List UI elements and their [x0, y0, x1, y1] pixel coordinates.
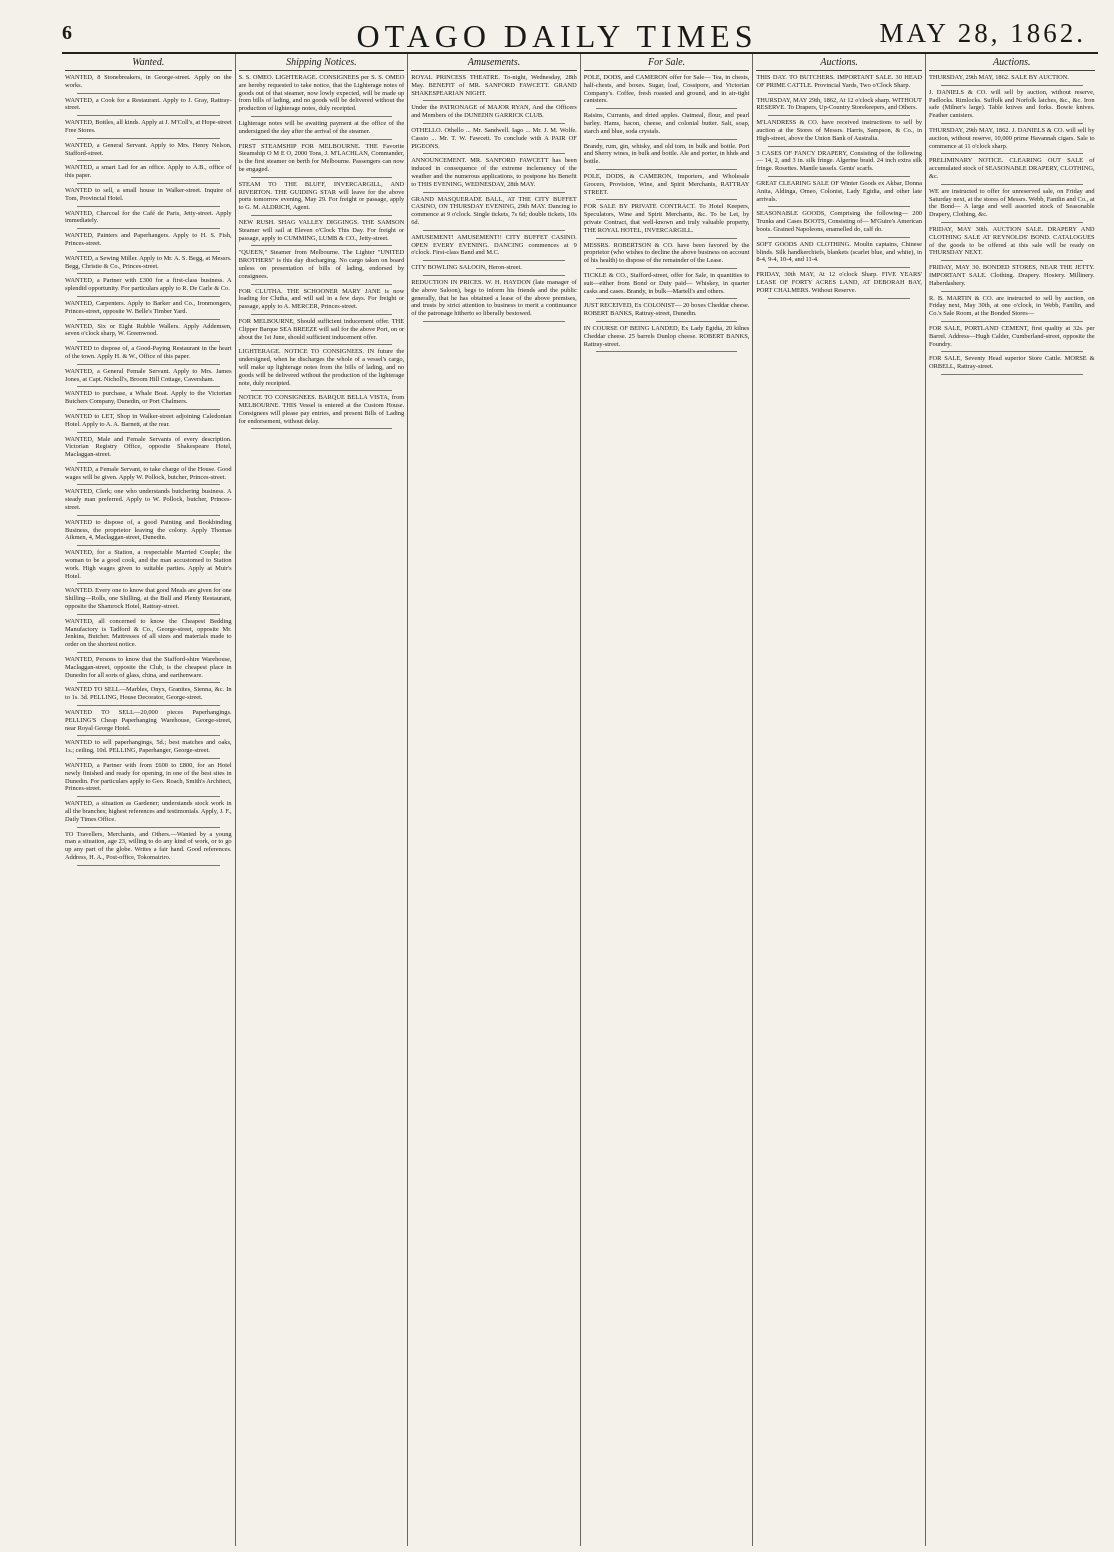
divider: [941, 153, 1083, 154]
divider: [768, 206, 910, 207]
advertisement: WANTED to sell paperhangings, 5d.; best matches and oaks, 1s.; ceiling, 10d. PELLING, Paperhanger, George-street.: [65, 739, 232, 755]
advertisement: WANTED, a Partner with £300 for a first-class business. A splendid opportunity. For particulars apply to R. De Carle & Co.: [65, 277, 232, 293]
divider: [77, 865, 220, 866]
advertisement: 3 CASES OF FANCY DRAPERY, Consisting of the following— 14, 2, and 3 in. silk fringe. Algerine braid. 24 inch extra silk fringe. Rosettes. Mantle tassels. Gents' scarfs.: [756, 149, 922, 173]
advertisement: GRAND MASQUERADE BALL, AT THE CITY BUFFET CASINO, ON THURSDAY EVENING, 29th MAY. Dancing to commence at 9 o'clock. Single tickets, 7s 6d; double tickets, 10s 6d.: [411, 195, 577, 226]
divider: [596, 298, 738, 299]
divider: [423, 230, 565, 231]
advertisement: WANTED to dispose of, a Good-Paying Restaurant in the heart of the town. Apply H. & W., Office of this paper.: [65, 345, 232, 360]
divider: [768, 267, 910, 268]
advertisement: WANTED, Carpenters. Apply to Barker and Co., Ironmongers, Princes-street, opposite W. Belle's Timber Yard.: [65, 299, 232, 315]
divider: [251, 284, 393, 285]
divider: [77, 319, 220, 320]
advertisement: NEW RUSH. SHAG VALLEY DIGGINGS. THE SAMSON Steamer will sail at Eleven o'Clock This Day. For freight or passage, apply to CUMMING, LUMB & CO., Jetty-street.: [238, 218, 405, 242]
advertisement: FOR SALE BY PRIVATE CONTRACT. To Hotel Keepers, Speculators, Wine and Spirit Merchants, &c. To be Let, by private Contract, that well-known and truly valuable property, THE ROYAL HOTEL, INVERCARGILL.: [583, 203, 750, 234]
advertisement: FOR CLUTHA. THE SCHOONER MARY JANE is now loading for Clutha, and will sail in a few days. For freight or passage, apply to A. MERCER, Princes-street.: [238, 287, 405, 311]
advertisement: WANTED. Every one to know that good Meals are given for one Shilling—Rolls, one Shilling, at the Bull and Plenty Restaurant, opposite the Shamrock Hotel, Rattray-street.: [65, 587, 232, 611]
divider: [941, 291, 1083, 292]
divider: [77, 115, 220, 116]
advertisement: THURSDAY, 29th MAY, 1862. J. DANIELS & CO. will sell by auction, without reserve, 10,000 prime Havannah cigars. Sale to commence at 11 o'clock sharp.: [928, 126, 1095, 150]
divider: [77, 296, 220, 297]
divider: [423, 321, 565, 322]
advertisement: WANTED to sell, a small house in Walker-street. Inquire of Tom, Provincial Hotel.: [65, 186, 232, 202]
divider: [941, 351, 1083, 352]
masthead: [0, 0, 1114, 54]
divider: [423, 260, 565, 261]
advertisement: IN COURSE OF BEING LANDED, Ex Lady Egidia, 20 kilnes Cheddar cheese. 25 barrels Dunlop cheese. ROBERT BANKS, Rattray-street.: [583, 324, 750, 348]
advertisement: WANTED, Persons to know that the Stafford-shire Warehouse, Maclaggan-street, opposite the Club, is the cheapest place in Dunedin for all sorts of glass, china, and earthenware.: [65, 656, 232, 679]
advertisement: FIRST STEAMSHIP FOR MELBOURNE. THE Favorite Steamship O M E O, 2000 Tons, J. M'LACHLAN, Commander, is the first steamer on berth for Melbourne. Passengers can now be engaged.: [238, 142, 405, 173]
advertisement: FOR SALE, PORTLAND CEMENT, first quality at 32s. per Barrel. Address—Hugh Calder, Cumberland-street, opposite the Foundry.: [928, 324, 1095, 348]
advertisement: WANTED, Six or Eight Rubble Wallers. Apply Addemsen, seven o'clock sharp, W. Greenwood.: [65, 322, 232, 338]
advertisement: TO Travellers, Merchants, and Others.—Wanted by a young man a situation, age 23, willing to do any kind of work, or to go up any part of the globe. Writes a fair hand. Good references. Address, H. A., Post-office, Tokomairiro.: [65, 830, 232, 861]
advertisement: WANTED, Charcoal for the Café de Paris, Jetty-street. Apply immediately.: [65, 209, 232, 225]
advertisement: WANTED, Male and Female Servants of every description. Victorian Registry Office, opposite Shakespeare Hotel, Maclaggan-street.: [65, 435, 232, 459]
advertisement: J. DANIELS & CO. will sell by auction, without reserve, Padlocks. Rimlocks. Suffolk and Norfolk latches, &c., &c. Iron safe (Milner's large). Table knives and forks. Bowie knives. Feather canisters.: [928, 88, 1095, 120]
advertisement: S. S. OMEO. LIGHTERAGE. CONSIGNEES per S. S. OMEO are hereby requested to take notice, that the Lighterage notes of goods out of that steamer, now lowly expected, will be made up from bills of lading, and no goods will be delivered without the production of lighterage notes, duly receipted.: [238, 74, 405, 113]
divider: [251, 215, 393, 216]
advertisement: REDUCTION IN PRICES. W. H. HAYDON (late manager of the above Saloon), begs to inform his friends and the public generally, that he has obtained a lease of the above premises, and trusts by strict attention to business to merit a continuance of the patronage hitherto so liberally bestowed.: [411, 278, 577, 318]
divider: [941, 321, 1083, 322]
divider: [251, 139, 393, 140]
divider: [596, 351, 738, 352]
divider: [251, 390, 393, 391]
advertisement: WANTED, 8 Stonebreakers, in George-street. Apply on the works.: [65, 74, 232, 89]
divider: [423, 100, 565, 101]
advertisement: WANTED TO SELL—20,000 pieces Paperhangings. PELLING'S Cheap Paperhanging Warehouse, George-street, near Royal George Hotel.: [65, 709, 232, 732]
columns-container: [62, 52, 1098, 1546]
advertisement: Lighterage notes will be awaiting payment at the office of the undersigned the day after the arrival of the steamer.: [238, 119, 405, 135]
divider: [768, 237, 910, 238]
divider: [77, 160, 220, 161]
advertisement: "QUEEN," Steamer from Melbourne. The Lighter "UNITED BROTHERS" is this day discharging. No cargo taken on board unless on presentation of bills of lading, endorsed by consignees.: [238, 249, 405, 280]
divider: [77, 409, 220, 410]
divider: [77, 273, 220, 274]
advertisement: WANTED TO SELL—Marbles, Onyx, Granites, Sienna, &c. In to 1s. 3d. PELLING, House Decorator, George-street.: [65, 686, 232, 702]
divider: [77, 228, 220, 229]
divider: [251, 428, 393, 429]
advertisement: WANTED, Clerk; one who understands butchering business. A steady man preferred. Apply to W. Pollock, butcher, Princes-street.: [65, 488, 232, 512]
divider: [596, 199, 738, 200]
advertisement: POLE, DODS, and CAMERON offer for Sale— Tea, in chests, half-chests, and boxes. Sugar, loaf, Cossipore, and Victorian Company's. Coffee, fresh roasted and ground, and in air-tight canisters.: [583, 74, 750, 105]
column-heading: For Sale.: [584, 54, 750, 71]
column-heading: Amusements.: [411, 54, 577, 71]
divider: [77, 515, 220, 516]
divider: [596, 321, 738, 322]
divider: [77, 206, 220, 207]
advertisement: LIGHTERAGE. NOTICE TO CONSIGNEES. IN future the undersigned, when he discharges the whole of a vessel's cargo, will make up lighterage notes from the bills of lading, and no goods will be delivered without the production of the lighterage note, duly receipted.: [238, 348, 405, 387]
divider: [251, 177, 393, 178]
divider: [77, 735, 220, 736]
advertisement: STEAM TO THE BLUFF, INVERCARGILL, AND RIVERTON. THE GUIDING STAR will leave for the above ports tomorrow evening, May 29. For freight or passage, apply to G. M. ALDRICH, Agent.: [238, 180, 405, 212]
advertisement: AMUSEMENT! AMUSEMENT!! CITY BUFFET CASINO. OPEN EVERY EVENING. DANCING commences at 9 o'clock. First-class Band and M.C.: [411, 233, 577, 257]
divider: [768, 93, 910, 94]
divider: [251, 116, 393, 117]
column-heading: Auctions.: [929, 54, 1095, 71]
advertisement: WANTED to dispose of, a good Painting and Bookbinding Business, the proprietor leaving the colony. Apply Thomas Aikmen, 4, Maclaggan-street, Dunedin.: [65, 518, 232, 542]
advertisement: GREAT CLEARING SALE OF Winter Goods ex Akbar, Donna Anita, Aldinga, Omeo, Colonist, Lady Egidia, and other late arrivals.: [756, 179, 922, 203]
divider: [77, 484, 220, 485]
advertisement: POLE, DODS, & CAMERON, Importers, and Wholesale Grocers, Provision, Wine, and Spirit Merchants, RATTRAY STREET.: [583, 172, 750, 196]
divider: [77, 796, 220, 797]
divider: [768, 176, 910, 177]
divider: [77, 583, 220, 584]
advertisement: FRIDAY, MAY 30th. AUCTION SALE. DRAPERY AND CLOTHING SALE AT REYNOLDS' BOND. CATALOGUES of the goods to be offered at this sale will be ready on THURSDAY NEXT.: [928, 225, 1095, 257]
advertisement: R. B. MARTIN & CO. are instructed to sell by auction, on Friday next, May 30th, at one o'clock, in Webb, Fantlin, and Co.'s Sale Room, at the Bonded Stores—: [928, 294, 1095, 318]
advertisement: JUST RECEIVED, Ex COLONIST— 20 boxes Cheddar cheese. ROBERT BANKS, Rattray-street, Dunedin.: [583, 302, 750, 318]
advertisement: WANTED, a General Servant. Apply to Mrs. Henry Nelson, Stafford-street.: [65, 141, 232, 157]
newspaper-title: OTAGO DAILY TIMES: [356, 18, 758, 54]
column-heading: Shipping Notices.: [239, 54, 405, 71]
advertisement: WANTED, a Partner with from £600 to £800, for an Hotel newly finished and ready for opening, in one of the best sites in Dunedin. For particulars apply to Geo. Roach, Smith's Architect, Princes-street.: [65, 762, 232, 793]
column-4: [580, 54, 753, 1546]
divider: [77, 614, 220, 615]
divider: [423, 123, 565, 124]
advertisement: ANNOUNCEMENT. MR. SANFORD FAWCETT has been induced in consequence of the extreme inclemency of the weather and the numerous applications, to postpone his Benefit to THIS EVENING, WEDNESDAY, 28th MAY.: [411, 157, 577, 188]
divider: [77, 462, 220, 463]
advertisement: SOFT GOODS AND CLOTHING. Moulin captains, Chinese blinds. Silk handkerchiefs, blankets (scarlet blue, and white), in 8-4, 9-4, 10-4, and 11-4.: [756, 240, 922, 264]
column-2: [235, 54, 408, 1546]
advertisement: Under the PATRONAGE of MAJOR RYAN, And the Officers and Members of the DUNEDIN GARRICK CLUB.: [411, 104, 577, 120]
page-number: 6: [62, 22, 72, 44]
advertisement: ROYAL PRINCESS THEATRE. To-night, Wednesday, 28th May. BENEFIT of MR. SANFORD FAWCETT. GRAND SHAKESPEARIAN NIGHT.: [411, 74, 577, 97]
advertisement: FRIDAY, MAY 30. BONDED STORES, NEAR THE JETTY. IMPORTANT SALE. Clothing. Drapery. Hosiery. Millinery. Haberdashery.: [928, 264, 1095, 287]
divider: [77, 364, 220, 365]
advertisement: CITY BOWLING SALOON, Heron-street.: [411, 264, 522, 272]
advertisement: NOTICE TO CONSIGNEES. BARQUE BELLA VISTA, from MELBOURNE. THIS Vessel is entered at the Custom House. Consignees will please pay entries, and present Bills of Lading for endorsement, without delay.: [238, 394, 405, 425]
divider: [423, 275, 565, 276]
divider: [596, 108, 738, 109]
divider: [77, 682, 220, 683]
divider: [77, 138, 220, 139]
column-heading: Auctions.: [756, 54, 922, 71]
column-heading: Wanted.: [65, 54, 232, 71]
divider: [77, 652, 220, 653]
advertisement: Brandy, rum, gin, whisky, and old tom, in bulk and bottle. Port and Sherry wines, in bulk and bottle. Ale and porter, in hhds and bottle.: [583, 142, 750, 166]
divider: [596, 268, 738, 269]
divider: [423, 192, 565, 193]
advertisement: WANTED, for a Station, a respectable Married Couple; the woman to be a good cook, and the man accustomed to Station work. High wages given to suitable parties. Apply at Muir's Hotel.: [65, 549, 232, 580]
divider: [77, 251, 220, 252]
divider: [77, 705, 220, 706]
divider: [941, 374, 1083, 375]
advertisement: WANTED, a Cook for a Restaurant. Apply to J. Gray, Rattray-street.: [65, 96, 232, 112]
advertisement: TICKLE & CO., Stafford-street, offer for Sale, in quantities to suit—either from Bond or Duty paid— Whiskey, in quarter casks and cases. Brandy, in bulk—Martell's and others.: [583, 271, 750, 295]
divider: [77, 341, 220, 342]
divider: [941, 184, 1083, 185]
advertisement: WANTED, a smart Lad for an office. Apply to A.B., office of this paper.: [65, 164, 232, 180]
advertisement: MESSRS. ROBERTSON & CO. have been favored by the proprietor (who wishes to decline the above business on account of his health) to dispose of the remainder of the Lease.: [583, 241, 750, 265]
advertisement: OTHELLO. Othello ... Mr. Sandwell. Iago ... Mr. J. M. Wolfe. Cassio ... Mr. T. W. Fawcett. To conclude with A PAIR OF PIGEONS.: [411, 126, 577, 150]
divider: [251, 245, 393, 246]
advertisement: WANTED to LET, Shop in Walker-street adjoining Caledonian Hotel. Apply to A. A. Barnett, at the rear.: [65, 412, 232, 428]
advertisement: WANTED, all concerned to know the Cheapest Bedding Manufactory is Tadford & Co., George-street, opposite Mr. Jenkins, Butcher. Mattresses of all sizes and materials made to order on the shortest notice.: [65, 617, 232, 649]
divider: [77, 827, 220, 828]
divider: [77, 386, 220, 387]
divider: [251, 314, 393, 315]
advertisement: WANTED, Painters and Paperhangers. Apply to H. S. Fish, Princes-street.: [65, 232, 232, 247]
advertisement: FOR SALE, Seventy Head superior Store Cattle. MORSE & ORBELL, Rattray-street.: [928, 355, 1095, 371]
column-6: [925, 54, 1098, 1546]
column-1: [62, 54, 235, 1546]
divider: [596, 238, 738, 239]
issue-date: MAY 28, 1862.: [879, 18, 1086, 48]
advertisement: FRIDAY, 30th MAY, At 12 o'clock Sharp. FIVE YEARS' LEASE OF FORTY ACRES LAND, AT DEBORAH BAY, PORT CHALMERS. Without Reserve.: [756, 271, 922, 294]
advertisement: WANTED, a Sewing Miller. Apply to Mr. A. S. Begg, at Messrs. Begg, Christie & Co., Princes-street.: [65, 254, 232, 270]
divider: [941, 123, 1083, 124]
divider: [941, 222, 1083, 223]
divider: [77, 545, 220, 546]
divider: [768, 115, 910, 116]
divider: [77, 183, 220, 184]
advertisement: FOR MELBOURNE, Should sufficient inducement offer. THE Clipper Barque SEA BREEZE will sail for the above Port, on or about the 1st June, should sufficient inducement offer.: [238, 317, 405, 341]
divider: [941, 85, 1083, 86]
column-3: [407, 54, 580, 1546]
advertisement: PRELIMINARY NOTICE. CLEARING OUT SALE of accumulated stock of SEASONABLE DRAPERY, CLOTHING, &c.: [928, 157, 1095, 180]
advertisement: SEASONABLE GOODS, Comprising the following— 200 Trunks and Cases BOOTS, Consisting of— M'Guire's American boots. Grained Napoleons, enamelled do, calf do.: [756, 210, 922, 233]
advertisement: THIS DAY. TO BUTCHERS. IMPORTANT SALE. 30 HEAD OF PRIME CATTLE. Provincial Yards, Two o'Clock Sharp.: [756, 74, 922, 89]
divider: [768, 298, 910, 299]
divider: [768, 146, 910, 147]
divider: [596, 139, 738, 140]
advertisement: WE are instructed to offer for unreserved sale, on Friday and Saturday next, at the stores of Messrs. Webb, Fantlin and Co., at the Bond— A large and well assorted stock of Seasonable Drapery, Clothing, &c.: [928, 187, 1095, 219]
divider: [596, 169, 738, 170]
advertisement: Raisins, Currants, and dried apples. Oatmeal, flour, and pearl barley. Hams, bacon, cheese, and colonial butter. Salt, soap, starch and blue, soda crystals.: [583, 112, 750, 135]
advertisement: WANTED, Bottles, all kinds. Apply at J. M'Coll's, at Hope-street Free Stores.: [65, 119, 232, 134]
advertisement: THURSDAY, MAY 29th, 1862, At 12 o'clock sharp. WITHOUT RESERVE. To Drapers, Up-Country Storekeepers, and Others.: [756, 96, 922, 112]
advertisement: WANTED, a General Female Servant. Apply to Mrs. James Jones, at Capt. Nicholl's, Broom Hill Cottage, Caversham.: [65, 367, 232, 383]
divider: [251, 344, 393, 345]
divider: [77, 432, 220, 433]
divider: [77, 758, 220, 759]
advertisement: THURSDAY, 29th MAY, 1862. SALE BY AUCTION.: [928, 74, 1069, 81]
advertisement: WANTED to purchase, a Whale Boat. Apply to the Victorian Butchers Company, Dunedin, or Port Chalmers.: [65, 390, 232, 406]
column-5: [752, 54, 925, 1546]
divider: [77, 93, 220, 94]
divider: [423, 153, 565, 154]
advertisement: WANTED, a Female Servant, to take charge of the House. Good wages will be given. Apply W. Pollock, butcher, Princes-street.: [65, 465, 232, 481]
advertisement: M'LANDRESS & CO. have received instructions to sell by auction at the Stores of Messrs. Harris, Sampson, & Co., in High-street, above the Union Bank of Australia.: [756, 119, 922, 142]
divider: [941, 260, 1083, 261]
advertisement: WANTED, a situation as Gardener; understands stock work in all the branches; highest references and testimonials. Apply, J. F., Daily Times Office.: [65, 800, 232, 823]
